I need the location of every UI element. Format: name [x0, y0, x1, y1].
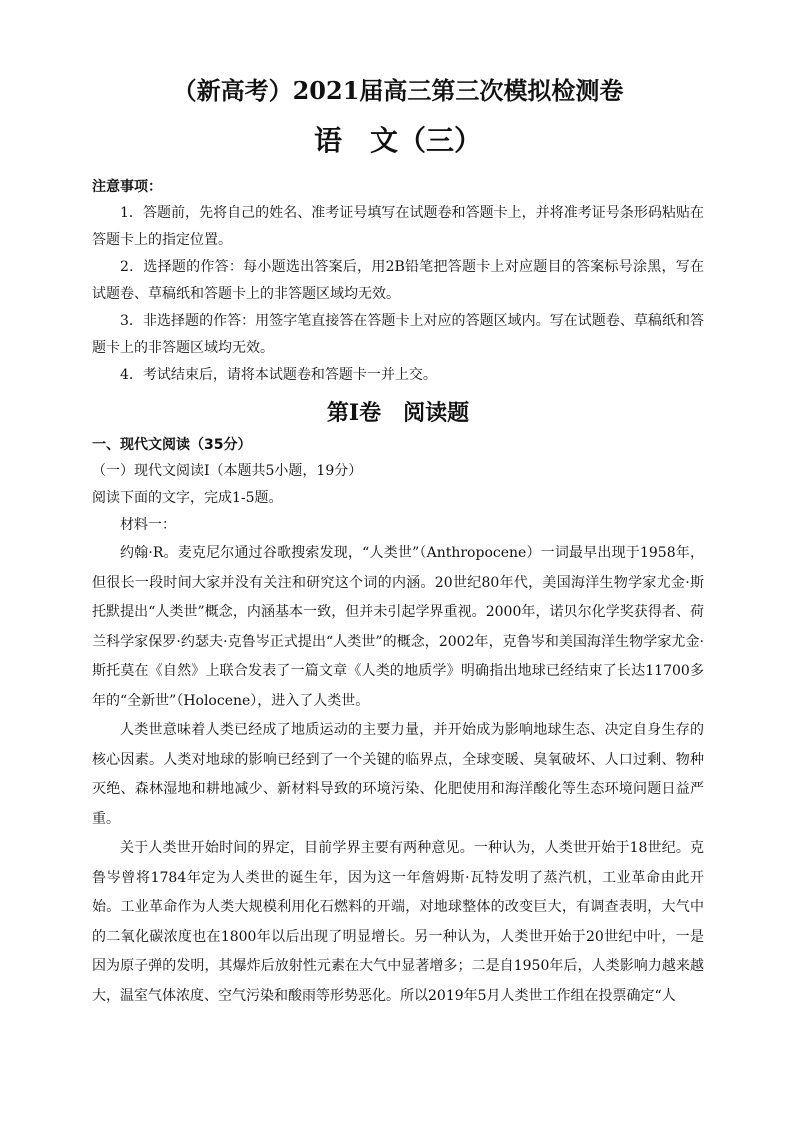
exam-title: （新高考）2021届高三第三次模拟检测卷	[172, 76, 624, 105]
material-paragraph: 关于人类世开始时间的界定，目前学界主要有两种意见。一种认为，人类世开始于18世纪。克鲁岑曾将1784年定为人类世的诞生年，因为这一年詹姆斯·瓦特发明了蒸汽机，工业革命由此开始。工业革命作为人类大规模利用化石燃料的开端，对地球整体的改变巨大，有调查表明，大气中的二氧化碳浓度也在1800年以后出现了明显增长。另一种认为，人类世开始于20世纪中叶，一是因为原子弹的发明，其爆炸后放射性元素在大气中显著增多；二是自1950年后，人类影响力越来越大，温室气体浓度、空气污染和酸雨等形势恶化。所以2019年5月人类世工作组在投票确定“人	[92, 840, 704, 1004]
exam-page	[92, 74, 704, 1011]
notice-item: 2．选择题的作答：每小题选出答案后，用2B铅笔把答题卡上对应题目的答案标号涂黑，写在试题卷、草稿纸和答题卡上的非答题区域均无效。	[92, 259, 704, 302]
material-label: 材料一：	[120, 517, 176, 533]
section-subheading: （一）现代文阅读Ⅰ（本题共5小题，19分）	[92, 463, 363, 479]
notice-item: 3．非选择题的作答：用签字笔直接答在答题卡上对应的答题区域内。写在试题卷、草稿纸和答题卡上的非答题区域均无效。	[92, 313, 704, 356]
subject-title: 语 文（三）	[313, 124, 482, 157]
section-heading: 一、现代文阅读（35分）	[92, 437, 252, 453]
material-body	[92, 539, 704, 1011]
notice-item: 4．考试结束后，请将本试题卷和答题卡一并上交。	[120, 367, 437, 383]
notice-item: 1．答题前，先将自己的姓名、准考证号填写在试题卷和答题卡上，并将准考证号条形码粘贴在答题卡上的指定位置。	[92, 205, 704, 248]
reading-instruction: 阅读下面的文字，完成1-5题。	[92, 490, 283, 506]
notice-heading: 注意事项：	[92, 179, 162, 195]
volume-title: 第Ⅰ卷 阅读题	[326, 400, 470, 426]
material-paragraph: 约翰·R。麦克尼尔通过谷歌搜索发现，“人类世”（Anthropocene）一词最早出现于1958年，但很长一段时间大家并没有关注和研究这个词的内涵。20世纪80年代，美国海洋生物学家尤金·斯托默提出“人类世”概念，内涵基本一致，但并未引起学界重视。2000年，诺贝尔化学奖获得者、荷兰科学家保罗·约瑟夫·克鲁岑正式提出“人类世”的概念，2002年，克鲁岑和美国海洋生物学家尤金·斯托莫在《自然》上联合发表了一篇文章《人类的地质学》明确指出地球已经结束了长达11700多年的“全新世”（Holocene），进入了人类世。	[92, 545, 704, 709]
notice-list	[92, 200, 704, 389]
material-paragraph: 人类世意味着人类已经成了地质运动的主要力量，并开始成为影响地球生态、决定自身生存的核心因素。人类对地球的影响已经到了一个关键的临界点，全球变暖、臭氧破坏、人口过剩、物种灭绝、森林湿地和耕地减少、新材料导致的环境污染、化肥使用和海洋酸化等生态环境问题日益严重。	[92, 722, 704, 827]
